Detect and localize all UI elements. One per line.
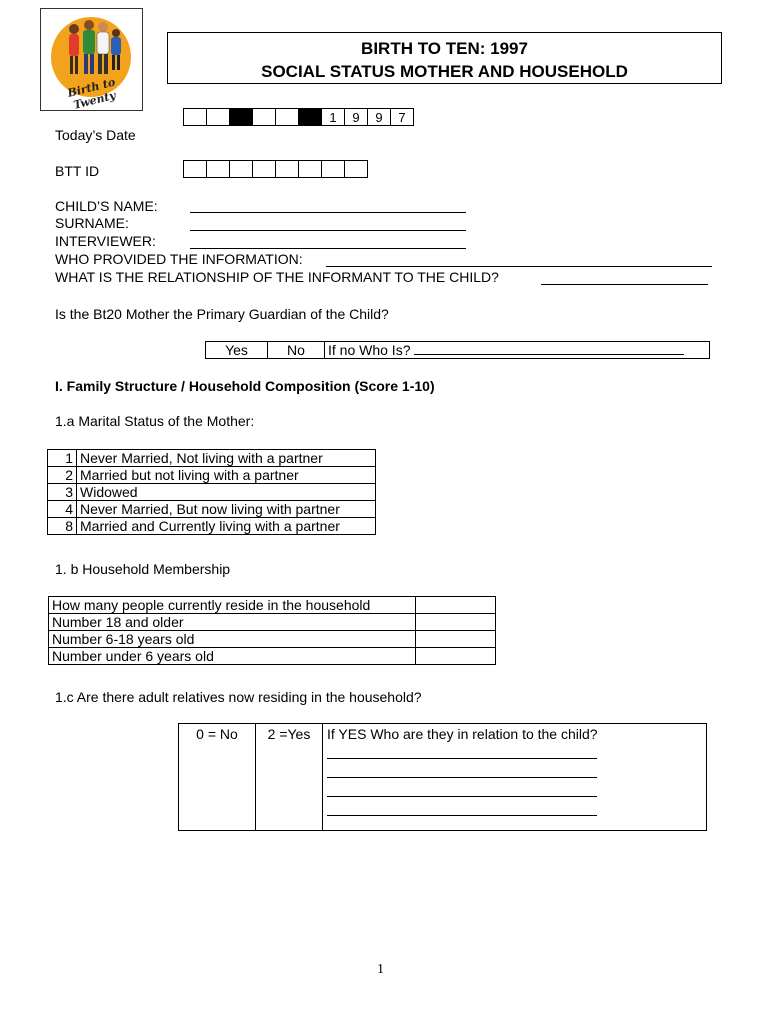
option-cell: Never Married, But now living with partner (77, 501, 376, 518)
membership-value-cell[interactable] (416, 648, 496, 665)
date-year-cell: 7 (390, 108, 414, 126)
code-cell: 3 (48, 484, 77, 501)
marital-status-table (47, 449, 376, 535)
btt-id-cell[interactable] (275, 160, 299, 178)
q1c-label: 1.c Are there adult relatives now residing in the household? (55, 689, 422, 705)
guardian-yes-option[interactable]: Yes (206, 342, 268, 359)
form-title-box (167, 32, 722, 84)
date-cell[interactable] (275, 108, 299, 126)
code-cell: 4 (48, 501, 77, 518)
option-cell: Widowed (77, 484, 376, 501)
btt-id-cell[interactable] (206, 160, 230, 178)
logo-text: Birth to Twenty (66, 75, 117, 112)
guardian-if-no-cell[interactable] (325, 342, 710, 359)
guardian-table (205, 341, 710, 359)
option-cell: Married but not living with a partner (77, 467, 376, 484)
childs-name-label: CHILD’S NAME: (55, 198, 158, 214)
guardian-no-option[interactable]: No (268, 342, 325, 359)
table-row[interactable] (48, 501, 376, 518)
code-cell: 8 (48, 518, 77, 535)
table-row (49, 631, 496, 648)
relatives-yes-option[interactable]: 2 =Yes (256, 724, 323, 831)
relatives-answer-line[interactable] (327, 759, 597, 778)
relatives-answer-line[interactable] (327, 742, 597, 759)
form-title-line2: SOCIAL STATUS MOTHER AND HOUSEHOLD (261, 62, 628, 81)
membership-value-cell[interactable] (416, 631, 496, 648)
membership-label-cell: Number under 6 years old (49, 648, 416, 665)
btt-id-cell[interactable] (344, 160, 368, 178)
relatives-answer-line[interactable] (327, 797, 597, 816)
section-heading: I. Family Structure / Household Composition (Score 1-10) (55, 378, 435, 394)
code-cell: 2 (48, 467, 77, 484)
table-row (49, 597, 496, 614)
guardian-if-no-label: If no Who Is? (328, 342, 411, 358)
relatives-if-yes-label: If YES Who are they in relation to the child? (327, 726, 598, 742)
relatives-answer-line[interactable] (327, 778, 597, 797)
date-cell[interactable] (183, 108, 207, 126)
date-year-cell: 9 (344, 108, 368, 126)
membership-label-cell: How many people currently reside in the household (49, 597, 416, 614)
todays-date-label: Today’s Date (55, 127, 136, 143)
table-row (49, 614, 496, 631)
birth-to-twenty-logo (40, 8, 143, 111)
btt-id-cell[interactable] (321, 160, 345, 178)
childs-name-field[interactable] (190, 200, 466, 213)
table-row[interactable] (48, 450, 376, 467)
btt-id-cell[interactable] (252, 160, 276, 178)
who-provided-label: WHO PROVIDED THE INFORMATION: (55, 251, 303, 267)
date-cell[interactable] (252, 108, 276, 126)
q1b-label: 1. b Household Membership (55, 561, 231, 577)
guardian-if-no-field[interactable] (414, 342, 684, 355)
adult-relatives-table (178, 723, 707, 831)
who-provided-field[interactable] (326, 254, 712, 267)
form-title-line1: BIRTH TO TEN: 1997 (361, 39, 528, 58)
interviewer-field[interactable] (190, 236, 466, 249)
date-cells (184, 108, 414, 126)
date-cell[interactable] (206, 108, 230, 126)
btt-id-cell[interactable] (298, 160, 322, 178)
membership-value-cell[interactable] (416, 597, 496, 614)
relationship-field[interactable] (541, 272, 708, 285)
btt-id-label: BTT ID (55, 163, 100, 179)
q1a-label: 1.a Marital Status of the Mother: (55, 413, 255, 429)
date-year-cell: 9 (367, 108, 391, 126)
page-number: 1 (377, 962, 384, 977)
code-cell: 1 (48, 450, 77, 467)
table-row (49, 648, 496, 665)
date-separator-cell (298, 108, 322, 126)
interviewer-label: INTERVIEWER: (55, 233, 156, 249)
btt-id-cells (184, 160, 368, 178)
relatives-detail-cell (323, 724, 707, 831)
relatives-no-option[interactable]: 0 = No (179, 724, 256, 831)
guardian-question: Is the Bt20 Mother the Primary Guardian of the Child? (55, 306, 389, 322)
option-cell: Married and Currently living with a partner (77, 518, 376, 535)
table-row[interactable] (48, 484, 376, 501)
household-membership-table (48, 596, 496, 665)
date-separator-cell (229, 108, 253, 126)
surname-label: SURNAME: (55, 215, 129, 231)
relationship-label: WHAT IS THE RELATIONSHIP OF THE INFORMANT TO THE CHILD? (55, 269, 499, 285)
table-row[interactable] (48, 467, 376, 484)
membership-label-cell: Number 18 and older (49, 614, 416, 631)
table-row[interactable] (48, 518, 376, 535)
date-year-cell: 1 (321, 108, 345, 126)
surname-field[interactable] (190, 218, 466, 231)
btt-id-cell[interactable] (229, 160, 253, 178)
membership-value-cell[interactable] (416, 614, 496, 631)
option-cell: Never Married, Not living with a partner (77, 450, 376, 467)
membership-label-cell: Number 6-18 years old (49, 631, 416, 648)
btt-id-cell[interactable] (183, 160, 207, 178)
